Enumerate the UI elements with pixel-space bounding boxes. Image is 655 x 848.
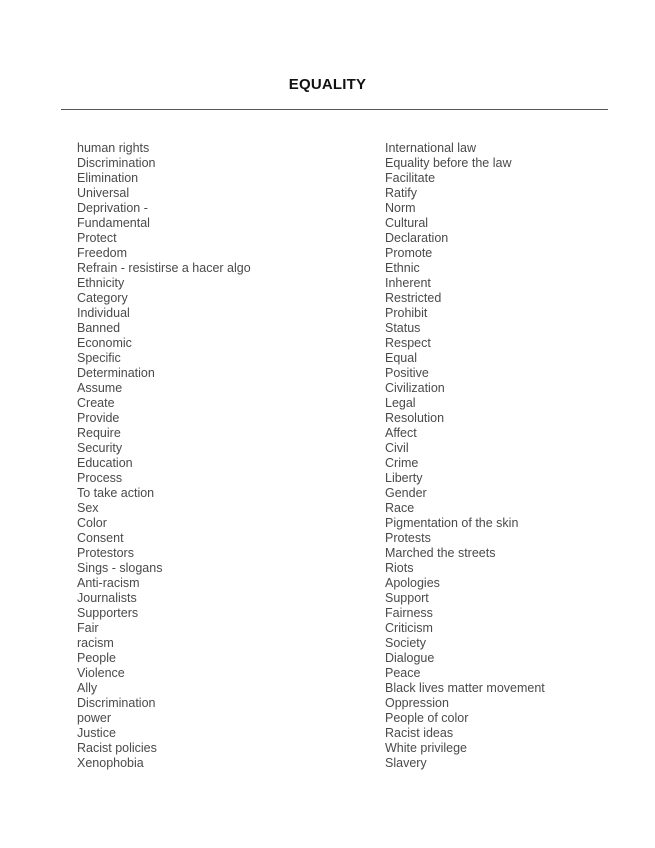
- vocabulary-word: Declaration: [385, 231, 449, 245]
- vocabulary-word: People: [77, 651, 116, 665]
- vocabulary-word: Gender: [385, 486, 427, 500]
- vocabulary-word: Resolution: [385, 411, 445, 425]
- vocabulary-word: To take action: [77, 486, 155, 500]
- vocabulary-word: Elimination: [77, 171, 139, 185]
- vocabulary-word: Economic: [77, 336, 132, 350]
- vocabulary-word: International law: [385, 141, 477, 155]
- vocabulary-word: Support: [385, 591, 429, 605]
- vocabulary-word: Marched the streets: [385, 546, 496, 560]
- vocabulary-word: Ally: [77, 681, 98, 695]
- vocabulary-word: Norm: [385, 201, 416, 215]
- vocabulary-word: Consent: [77, 531, 124, 545]
- vocabulary-word: Assume: [77, 381, 123, 395]
- vocabulary-word: Ethnicity: [77, 276, 125, 290]
- vocabulary-word: Liberty: [385, 471, 423, 485]
- vocabulary-word: Criticism: [385, 621, 433, 635]
- vocabulary-word: White privilege: [385, 741, 467, 755]
- vocabulary-word: Positive: [385, 366, 429, 380]
- vocabulary-word: racism: [77, 636, 114, 650]
- vocabulary-word: People of color: [385, 711, 469, 725]
- vocabulary-word: Crime: [385, 456, 419, 470]
- vocabulary-word: Slavery: [385, 756, 427, 770]
- vocabulary-word: Fairness: [385, 606, 433, 620]
- vocabulary-word: Oppression: [385, 696, 449, 710]
- vocabulary-word: Legal: [385, 396, 416, 410]
- vocabulary-word: Peace: [385, 666, 421, 680]
- vocabulary-word: Universal: [77, 186, 130, 200]
- vocabulary-word: Status: [385, 321, 421, 335]
- vocabulary-word: Affect: [385, 426, 417, 440]
- vocabulary-word: Protests: [385, 531, 431, 545]
- vocabulary-word: Equality before the law: [385, 156, 512, 170]
- vocabulary-word: Individual: [77, 306, 130, 320]
- right-word-column: [385, 141, 545, 771]
- vocabulary-word: Restricted: [385, 291, 442, 305]
- vocabulary-word: human rights: [77, 141, 150, 155]
- title-divider: [61, 109, 608, 110]
- vocabulary-word: Category: [77, 291, 128, 305]
- vocabulary-word: Journalists: [77, 591, 137, 605]
- vocabulary-word: Protestors: [77, 546, 134, 560]
- vocabulary-word: Discrimination: [77, 696, 156, 710]
- vocabulary-word: Fundamental: [77, 216, 150, 230]
- vocabulary-word: Create: [77, 396, 115, 410]
- vocabulary-word: Apologies: [385, 576, 440, 590]
- vocabulary-word: Freedom: [77, 246, 128, 260]
- vocabulary-word: Process: [77, 471, 123, 485]
- vocabulary-word: Specific: [77, 351, 121, 365]
- vocabulary-word: Education: [77, 456, 133, 470]
- vocabulary-word: Security: [77, 441, 123, 455]
- vocabulary-word: Racist policies: [77, 741, 157, 755]
- vocabulary-word: Cultural: [385, 216, 429, 230]
- vocabulary-word: Color: [77, 516, 107, 530]
- vocabulary-word: Justice: [77, 726, 116, 740]
- vocabulary-word: power: [77, 711, 112, 725]
- vocabulary-word: Discrimination: [77, 156, 156, 170]
- left-word-column: [77, 141, 251, 771]
- vocabulary-word: Xenophobia: [77, 756, 144, 770]
- vocabulary-word: Fair: [77, 621, 99, 635]
- vocabulary-word: Sex: [77, 501, 99, 515]
- vocabulary-word: Deprivation -: [77, 201, 148, 215]
- vocabulary-word: Promote: [385, 246, 433, 260]
- vocabulary-word: Civilization: [385, 381, 445, 395]
- vocabulary-word: Protect: [77, 231, 117, 245]
- page-title: EQUALITY: [288, 76, 367, 93]
- vocabulary-word: Supporters: [77, 606, 139, 620]
- vocabulary-word: Determination: [77, 366, 155, 380]
- vocabulary-word: Facilitate: [385, 171, 436, 185]
- vocabulary-word: Require: [77, 426, 121, 440]
- vocabulary-word: Anti-racism: [77, 576, 140, 590]
- vocabulary-word: Sings - slogans: [77, 561, 163, 575]
- vocabulary-word: Riots: [385, 561, 414, 575]
- vocabulary-word: Black lives matter movement: [385, 681, 545, 695]
- vocabulary-word: Pigmentation of the skin: [385, 516, 519, 530]
- vocabulary-word: Provide: [77, 411, 120, 425]
- vocabulary-word: Prohibit: [385, 306, 428, 320]
- vocabulary-word: Equal: [385, 351, 417, 365]
- vocabulary-word: Racist ideas: [385, 726, 454, 740]
- vocabulary-word: Inherent: [385, 276, 431, 290]
- vocabulary-word: Violence: [77, 666, 125, 680]
- vocabulary-word: Respect: [385, 336, 431, 350]
- vocabulary-word: Society: [385, 636, 426, 650]
- vocabulary-word: Civil: [385, 441, 409, 455]
- vocabulary-word: Ethnic: [385, 261, 420, 275]
- vocabulary-word: Ratify: [385, 186, 417, 200]
- vocabulary-word: Dialogue: [385, 651, 435, 665]
- vocabulary-word: Race: [385, 501, 415, 515]
- vocabulary-word: Refrain - resistirse a hacer algo: [77, 261, 251, 275]
- vocabulary-word: Banned: [77, 321, 121, 335]
